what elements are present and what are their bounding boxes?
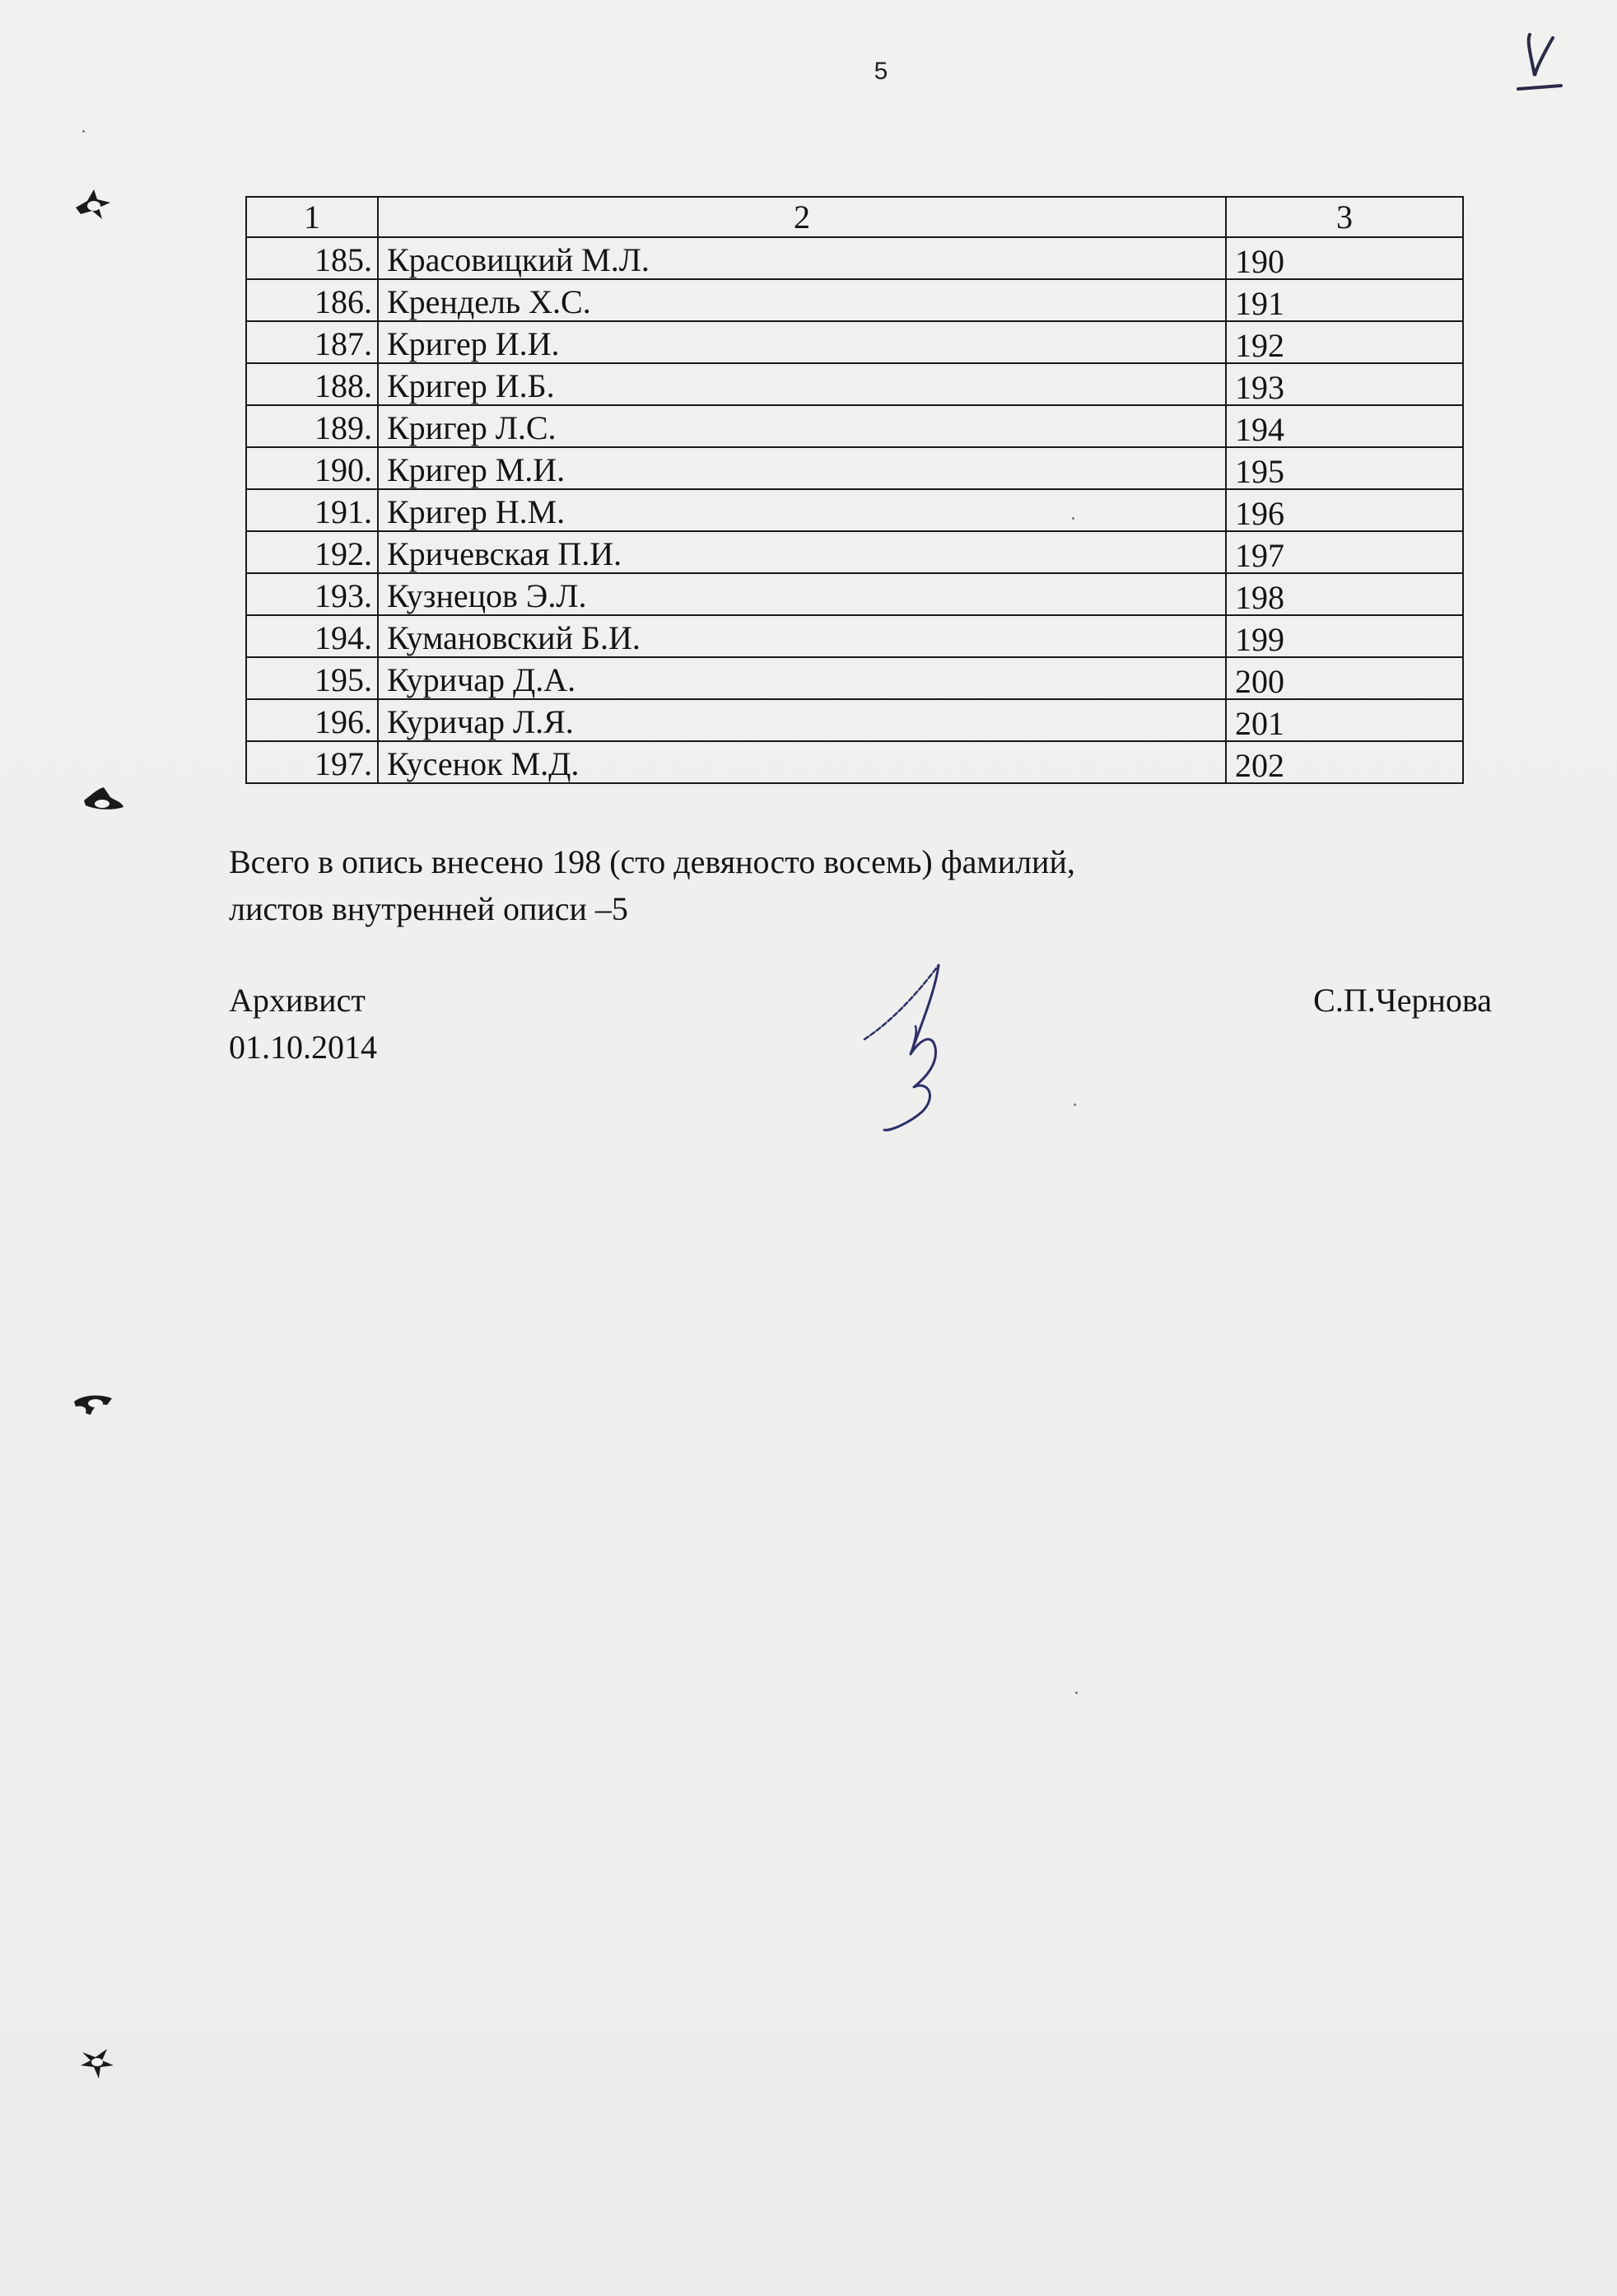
row-number-cell: 195.	[246, 657, 378, 699]
signer-name: С.П.Чернова	[1313, 982, 1492, 1019]
paper-speck	[82, 130, 85, 133]
row-sheet-cell: 199	[1226, 615, 1463, 657]
row-sheet-cell: 196	[1226, 489, 1463, 531]
table-row	[246, 279, 1463, 321]
row-name-cell: Красовицкий М.Л.	[378, 237, 1226, 279]
roman-numeral-mark	[1507, 25, 1573, 107]
row-number-cell: 189.	[246, 405, 378, 447]
inventory-table	[245, 196, 1464, 784]
row-sheet-cell: 201	[1226, 699, 1463, 741]
row-name-cell: Кузнецов Э.Л.	[378, 573, 1226, 615]
row-sheet-cell: 200	[1226, 657, 1463, 699]
table-row	[246, 615, 1463, 657]
row-number-cell: 192.	[246, 531, 378, 573]
row-number-cell: 191.	[246, 489, 378, 531]
row-sheet-cell: 198	[1226, 573, 1463, 615]
row-name-cell: Кумановский Б.И.	[378, 615, 1226, 657]
row-number-cell: 190.	[246, 447, 378, 489]
row-number-cell: 188.	[246, 363, 378, 405]
header-cell-name: 2	[378, 197, 1226, 237]
row-name-cell: Кригер И.И.	[378, 321, 1226, 363]
punch-hole-icon	[69, 1384, 119, 1425]
row-number-cell: 196.	[246, 699, 378, 741]
signature-date: 01.10.2014	[229, 1029, 377, 1066]
row-sheet-cell: 195	[1226, 447, 1463, 489]
row-sheet-cell: 192	[1226, 321, 1463, 363]
row-number-cell: 186.	[246, 279, 378, 321]
row-number-cell: 194.	[246, 615, 378, 657]
table-row	[246, 741, 1463, 783]
header-cell-sheet: 3	[1226, 197, 1463, 237]
paper-speck	[1074, 1104, 1076, 1106]
table-row	[246, 321, 1463, 363]
signature-block	[229, 977, 377, 1071]
row-name-cell: Кригер М.И.	[378, 447, 1226, 489]
paper-speck	[1075, 1692, 1078, 1694]
row-number-cell: 185.	[246, 237, 378, 279]
row-name-cell: Кусенок М.Д.	[378, 741, 1226, 783]
table-row	[246, 237, 1463, 279]
punch-hole-icon	[74, 2041, 123, 2082]
summary-line: Всего в опись внесено 198 (сто девяносто восемь) фамилий,	[229, 843, 1075, 880]
table-row	[246, 531, 1463, 573]
row-name-cell: Кричевская П.И.	[378, 531, 1226, 573]
table-row	[246, 699, 1463, 741]
row-sheet-cell: 193	[1226, 363, 1463, 405]
row-name-cell: Куричар Д.А.	[378, 657, 1226, 699]
row-name-cell: Куричар Л.Я.	[378, 699, 1226, 741]
row-sheet-cell: 191	[1226, 279, 1463, 321]
punch-hole-icon	[79, 781, 128, 822]
row-name-cell: Кригер И.Б.	[378, 363, 1226, 405]
table-row	[246, 489, 1463, 531]
row-number-cell: 187.	[246, 321, 378, 363]
summary-line: листов внутренней описи –5	[229, 890, 628, 927]
row-number-cell: 197.	[246, 741, 378, 783]
row-sheet-cell: 194	[1226, 405, 1463, 447]
summary-text	[229, 838, 1075, 932]
row-name-cell: Кригер Л.С.	[378, 405, 1226, 447]
row-name-cell: Кригер Н.М.	[378, 489, 1226, 531]
punch-hole-icon	[69, 183, 119, 224]
page-number: 5	[874, 58, 888, 85]
row-name-cell: Крендель Х.С.	[378, 279, 1226, 321]
paper-speck	[1072, 517, 1074, 520]
signer-position: Архивист	[229, 982, 366, 1019]
row-sheet-cell: 197	[1226, 531, 1463, 573]
table-row	[246, 363, 1463, 405]
handwritten-signature	[856, 957, 963, 1134]
table-header-row	[246, 197, 1463, 237]
row-number-cell: 193.	[246, 573, 378, 615]
row-sheet-cell: 190	[1226, 237, 1463, 279]
table-row	[246, 657, 1463, 699]
table-row	[246, 405, 1463, 447]
row-sheet-cell: 202	[1226, 741, 1463, 783]
header-cell-number: 1	[246, 197, 378, 237]
table-row	[246, 447, 1463, 489]
table-row	[246, 573, 1463, 615]
